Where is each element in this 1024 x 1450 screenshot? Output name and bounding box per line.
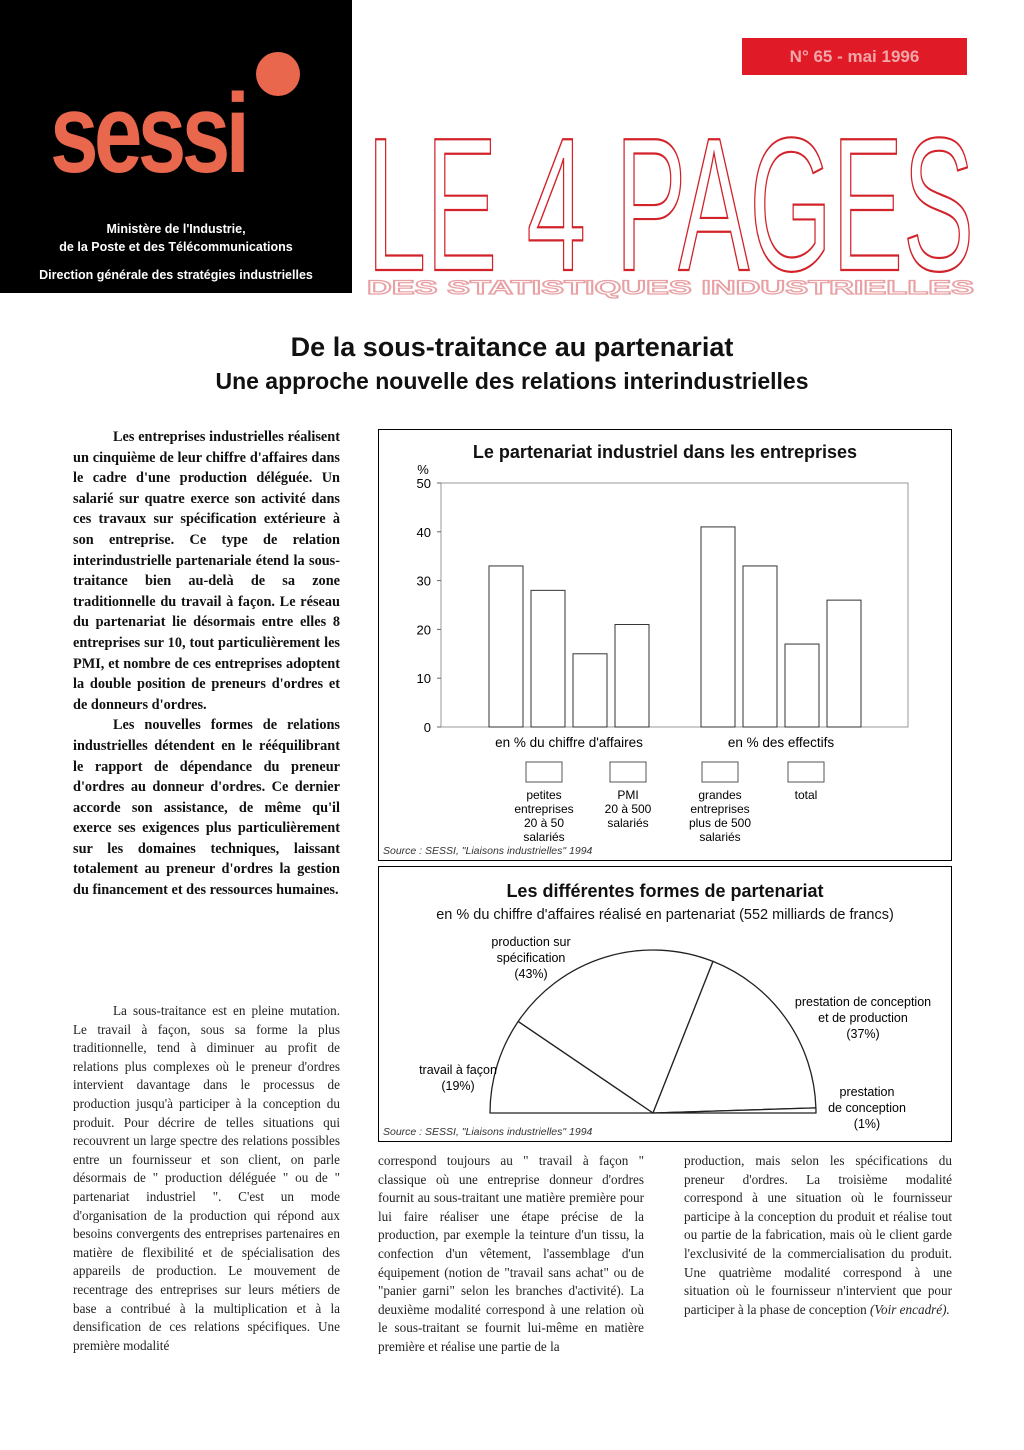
ministry-line-2: de la Poste et des Télécommunications [59,240,293,254]
bar [785,644,819,727]
legend-swatch [702,762,738,782]
pie-slice-label: (1%) [853,1117,881,1131]
legend-label: salariés [523,830,565,844]
pie-slice-label: et de production [818,1011,908,1025]
lead-paragraph-2: Les nouvelles formes de relations industrielles détendent en le rééquilibrant le rapport de dépendance du preneur d'ordres au donneur d'ordres. Ce dernier accorde son assistance, de même qu'il exerce ses exigences plus particulièrement sur les domaines techniques, laissant totalement au preneur d'ordres la gestion du financement et des ressources humaines. [73,717,340,899]
ministry-line-1: Ministère de l'Industrie, [106,222,246,236]
bar-chart-panel [378,429,952,861]
group-label: en % des effectifs [727,735,835,750]
logo-block [0,0,352,293]
masthead-title: LE 4 PAGES [367,120,974,300]
legend-swatch [788,762,824,782]
bar-chart [379,430,951,860]
y-tick-label: 50 [416,476,431,491]
legend-label: salariés [699,830,741,844]
body-paragraph-1: La sous-traitance est en pleine mutation. Le travail à façon, sous sa forme la plus traditionnelle, tend à diminuer au profit de relations plus complexes où le preneur d'ordres intervient davantage dans le processus de production jusqu'à participer à la conception du produit. Pour décrire de telles situations qui recouvrent un large spectre des relations possibles entre un fournisseur et son client, on parle désormais de " production déléguée " ou de " partenariat industriel ". C'est un mode d'organisation de la production qui répond aux besoins convergents des entreprises partenaires en matière de flexibilité et de spécialisation des appareils de production. Le mouvement de recentrage des entreprises sur leurs métiers de base a contribué à la multiplication et à la densification de ces relations spécifiques. Une première modalité [73,1003,340,1353]
body-paragraph-2: correspond toujours au " travail à façon " classique où une entreprise donneur d'ordres fournit au sous-traitant une matière première pour lui faire réaliser une étape précise de la production, par exemple la teinture d'un tissu, la confection d'un vêtement, l'assemblage d'un équipement (notion de "travail sans achat" ou de "panier garni" selon les branches d'activité). La deuxième modalité correspond à une relation où le sous-traitant se fournit lui-même en matière première et réalise une partie de la [378,1153,644,1354]
y-tick-label: 30 [416,573,431,589]
lead-paragraphs [73,427,340,901]
direction-line: Direction générale des stratégies industrielles [39,268,313,282]
bar-chart-source: Source : SESSI, "Liaisons industrielles" 1994 [383,845,593,857]
bar [615,625,649,727]
legend-label: entreprises [514,802,574,816]
pie-slice-label: production sur [491,935,571,949]
body-column-1 [73,1002,340,1355]
pie-chart-source: Source : SESSI, "Liaisons industrielles" 1994 [383,1126,593,1138]
issue-badge: N° 65 - mai 1996 [742,38,967,75]
body-column-2 [378,1152,644,1357]
pie-slice-label: spécification [496,951,566,965]
pie-slice-label: prestation [839,1085,895,1099]
y-tick-label: 40 [416,524,431,540]
article-subtitle: Une approche nouvelle des relations interindustrielles [215,368,809,394]
pie-slice-label: (37%) [846,1027,880,1041]
bar [531,590,565,727]
pie-slice-label: travail à façon [419,1063,497,1077]
bar [573,654,607,727]
legend-label: PMI [617,788,639,802]
lead-paragraph-1: Les entreprises industrielles réalisent un cinquième de leur chiffre d'affaires dans le cadre d'une production déléguée. Un salarié sur quatre exerce son activité dans ces travaux sur spécification extérieure à son entreprise. Ce type de relation interindustrielle partenariale étend la sous-traitance bien au-delà de sa zone traditionnelle du travail à façon. Le réseau du partenariat lie désormais entre elles 8 entreprises sur 10, tout particulièrement les PMI, et nombre de ces entreprises adoptent la double position de preneurs d'ordres et de donneurs d'ordres. [73,429,340,713]
pie-chart-title: Les différentes formes de partenariat [506,881,824,901]
pie-slice-label: (19%) [441,1079,475,1093]
legend-label: 20 à 50 [523,816,565,830]
pie-chart-subtitle: en % du chiffre d'affaires réalisé en partenariat (552 milliards de francs) [436,907,894,923]
pie-chart-panel [378,866,952,1142]
legend-swatch [526,762,562,782]
pie-slice-label: (43%) [514,967,548,981]
legend-label: total [794,788,818,802]
group-label: en % du chiffre d'affaires [495,735,643,750]
legend-label: petites [526,788,562,802]
body-column-3 [684,1152,952,1319]
legend-label: plus de 500 [688,816,752,830]
bar [743,566,777,727]
body-paragraph-3: production, mais selon les spécifications du preneur d'ordres. La troisième modalité correspond à une situation où le fournisseur participe à la conception du produit et réalise tout ou partie de la fabrication, mais où le client garde l'exclusivité de la commercialisation du produit. Une quatrième modalité correspond à une situation où le fournisseur n'intervient que pour participer à la phase de conception [684,1153,952,1317]
bar [489,566,523,727]
pie-chart [379,867,951,1141]
masthead-subtitle: DES STATISTIQUES INDUSTRIELLES [367,278,974,299]
y-tick-label: 0 [423,720,431,735]
bar [827,600,861,727]
pie-slice-label: prestation de conception [794,995,932,1009]
legend-label: grandes [698,788,742,802]
article-title: De la sous-traitance au partenariat [290,332,734,362]
masthead [364,120,979,300]
y-axis-unit: % [417,462,429,477]
see-box-reference: (Voir encadré). [870,1301,950,1317]
pie-slice-label: de conception [828,1101,906,1115]
y-tick-label: 10 [416,671,431,687]
logo-dot [256,52,300,96]
legend-swatch [610,762,646,782]
y-tick-label: 20 [416,622,431,638]
legend-label: 20 à 500 [604,802,652,816]
sessi-logo: sessi [50,71,246,196]
bar [701,527,735,727]
bar-chart-title: Le partenariat industriel dans les entreprises [472,442,858,462]
legend-label: salariés [607,816,649,830]
legend-label: entreprises [690,802,750,816]
